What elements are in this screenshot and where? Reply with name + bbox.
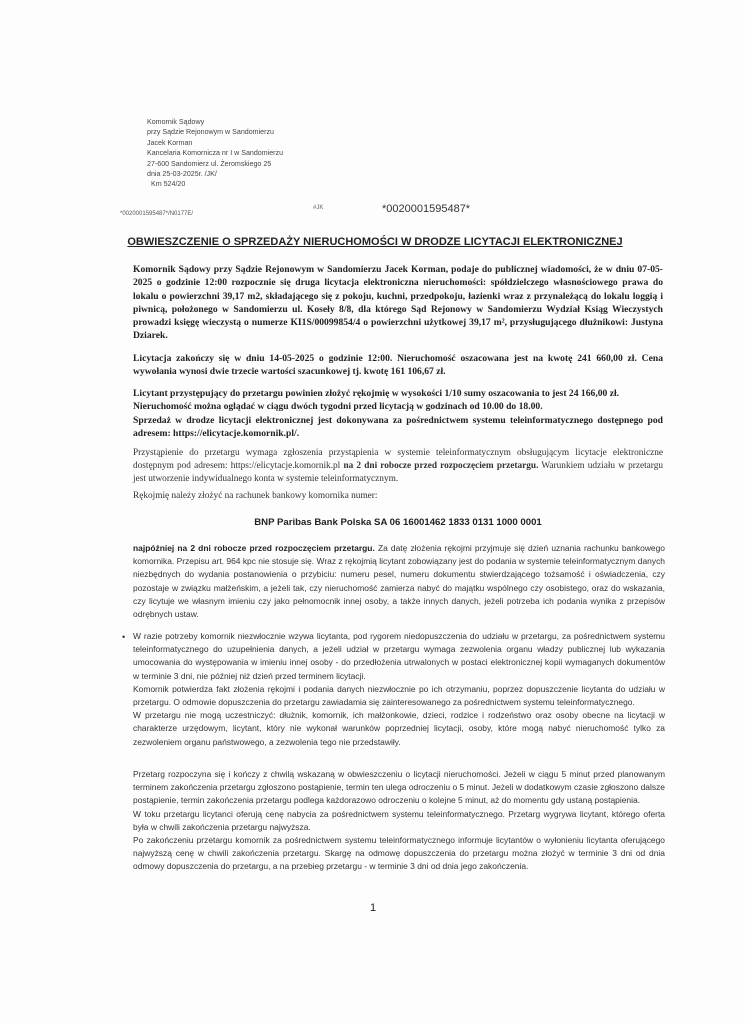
deposit-deadline: najpóźniej na 2 dni robocze przed rozpoczęciem przetargu. — [133, 543, 375, 553]
header-line: 27-600 Sandomierz ul. Żeromskiego 25 — [147, 159, 272, 168]
deposit-text: Licytant przystępujący do przetargu powinien złożyć rękojmię w wysokości 1/10 sumy oszacowania to jest 24 166,00 zł. — [133, 388, 620, 399]
announcement-paragraph-3 — [133, 387, 663, 440]
barcode-number: *0020001595487* — [382, 203, 471, 215]
rules-text: W przetargu nie mogą uczestniczyć: dłużnik, komornik, ich małżonkowie, dzieci, rodzice i rodzeństwo oraz osoby obecne na licytacji w charakterze urzędowym, licytant, który nie wykonał warunków poprzedniej licytacji, osoby, które mogą nabyć nieruchomość tylko za zezwoleniem organu państwowego, a zezwolenia tego nie przedstawiły. — [133, 710, 665, 747]
deposit-rules-text: Za datę złożenia rękojmi przyjmuje się dzień uznania rachunku bankowego komornika. Przepisu art. 964 kpc nie stosuje się. Wraz z rękojmią licytant zobowiązany jest do podania w systemie teleinformatycznym danych niezbędnych do wydania postanowienia o przybiciu: numeru pesel, numeru dokumentu stwierdzającego tożsamość i oświadczenia, czy pozostaje w związku małżeńskim, a jeżeli tak, czy nieruchomość zamierza nabyć do majątku wspólnego czy osobistego, oraz do wskazania, czy licytuje we własnym imieniu czy jako pełnomocnik innej osoby, a także innych danych, jeżeli potrzeba ich podania wynika z przepisów odrębnych ustaw. — [133, 543, 666, 620]
initials-mark: #JK — [313, 205, 324, 211]
header-line: dnia 25-03-2025r. /JK/ — [147, 170, 217, 179]
system-text: Sprzedaż w drodze licytacji elektronicznej jest dokonywana za pośrednictwem systemu teleinformatycznego dostępnego pod adresem: https://elicytacje.komornik.pl/. — [133, 414, 663, 439]
header-line: Km 524/20 — [151, 180, 186, 189]
header-line: Komornik Sądowy — [147, 118, 205, 126]
auction-course-block — [133, 768, 665, 874]
participation-text: Przystąpienie do przetargu wymaga zgłoszenia przystąpienia w systemie teleinformatycznym obsługującym licytacje elektroniczne dostępnym pod adresem: https://elicytacje.komornik.pl — [133, 448, 663, 472]
announcement-text: Licytacja zakończy się w dniu 14-05-2025 o godzinie 12:00. Nieruchomość oszacowana jest na kwotę 241 660,00 zł. Cena wywołania wynosi dwie trzecie wartości szacunkowej tj. kwotę 161 106,67 zł. — [133, 353, 663, 378]
document-title: OBWIESZCZENIE O SPRZEDAŻY NIERUCHOMOŚCI W DRODZE LICYTACJI ELEKTRONICZNEJ — [127, 236, 623, 248]
deposit-rules-paragraph — [133, 542, 665, 621]
header-line: przy Sądzie Rejonowym w Sandomierzu — [147, 128, 274, 137]
bank-account-number: BNP Paribas Bank Polska SA 06 16001462 1833 0131 1000 0001 — [254, 517, 542, 528]
participation-text: Warunkiem udziału w przetargu jest utworzenie indywidualnego konta w systemie teleinformatycznym. — [133, 461, 664, 485]
announcement-paragraph-1 — [133, 263, 663, 343]
viewing-text: Nieruchomość można oglądać w ciągu dwóch tygodni przed licytacją w godzinach od 10.00 do 18.00. — [133, 401, 543, 413]
participation-deadline: na 2 dni robocze przed rozpoczęciem przetargu. — [343, 461, 539, 472]
rules-text: Komornik potwierdza fakt złożenia rękojmi i podania danych niezwłocznie po ich otrzymaniu, poprzez dopuszczenie licytanta do udziału w przetargu. O odmowie dopuszczenia do przetargu zawiadamia się zainteresowanego za pośrednictwem systemu teleinformatycznego. — [133, 683, 665, 708]
account-intro — [133, 490, 663, 503]
header-line: Jacek Korman — [147, 138, 193, 147]
rules-text: W razie potrzeby komornik niezwłocznie wzywa licytanta, pod rygorem niedopuszczenia do udziału w przetargu, za pośrednictwem systemu teleinformatycznego do uzupełnienia danych, a jeżeli udział w przetargu wymaga zezwolenia organu władzy publicznej lub wykazania umocowania do występowania w imieniu innej osoby - do przedłożenia utrwalonych w postaci elektronicznej kopii wymaganych dokumentów w terminie 3 dni, nie później niż dzień przed terminem licytacji. — [133, 631, 665, 681]
bullet-icon: • — [122, 632, 126, 642]
rules-text: W toku przetargu licytanci oferują cenę nabycia za pośrednictwem systemu teleinformatycznego. Przetarg wygrywa licytant, którego oferta była w chwili zakończenia przetargu najwyższa. — [133, 808, 665, 832]
participation-paragraph — [133, 447, 663, 487]
rules-block — [133, 630, 665, 749]
account-intro-text: Rękojmię należy złożyć na rachunek bankowy komornika numer: — [133, 491, 378, 501]
reference-number: *0020001595487*/N0177E/ — [120, 211, 194, 217]
announcement-paragraph-2 — [133, 352, 663, 379]
rules-text: Przetarg rozpoczyna się i kończy z chwilą wskazaną w obwieszczeniu o licytacji nieruchomości. Jeżeli w ciągu 5 minut przed planowanym terminem zakończenia przetargu zgłoszono postąpienie, termin ten ulega odroczeniu o 5 minut. Jeżeli w dodatkowym czasie zgłoszono dalsze postąpienie, termin zakończenia przetargu podlega każdorazowo odroczeniu o kolejne 5 minut, aż do momentu gdy ustaną postąpienia. — [133, 769, 665, 806]
bailiff-header — [147, 117, 283, 190]
page-number: 1 — [369, 902, 377, 914]
header-line: Kancelaria Komornicza nr I w Sandomierzu — [147, 149, 284, 158]
rules-text: Po zakończeniu przetargu komornik za pośrednictwem systemu teleinformatycznego informuje licytantów o wyłonieniu licytanta oferującego najwyższą cenę w chwili zakończenia przetargu. Skargę na odmowę dopuszczenia do przetargu można złożyć w terminie 3 dni od dnia odmowy dopuszczenia do przetargu, a na przebieg przetargu - w terminie 3 dni od dnia jego zakończenia. — [133, 835, 665, 872]
announcement-text: Komornik Sądowy przy Sądzie Rejonowym w Sandomierzu Jacek Korman, podaje do publicznej wiadomości, że w dniu 07-05-2025 o godzinie 12:00 rozpocznie się druga licytacja elektroniczna nieruchomości: spółdzielczego własnościowego prawa do lokalu o powierzchni 39,17 m2, składającego się z pokoju, kuchni, przedpokoju, łazienki wraz z przynależącą do lokalu loggią i piwnicą, położonego w Sandomierzu ul. Koseły 8/8, dla którego Sąd Rejonowy w Sandomierzu Wydział Ksiąg Wieczystych prowadzi księgę wieczystą o numerze KI1S/00099854/4 o powierzchni użytkowej 39,17 m², przysługującego dłużnikowi: Justyna Dziarek. — [133, 264, 663, 342]
